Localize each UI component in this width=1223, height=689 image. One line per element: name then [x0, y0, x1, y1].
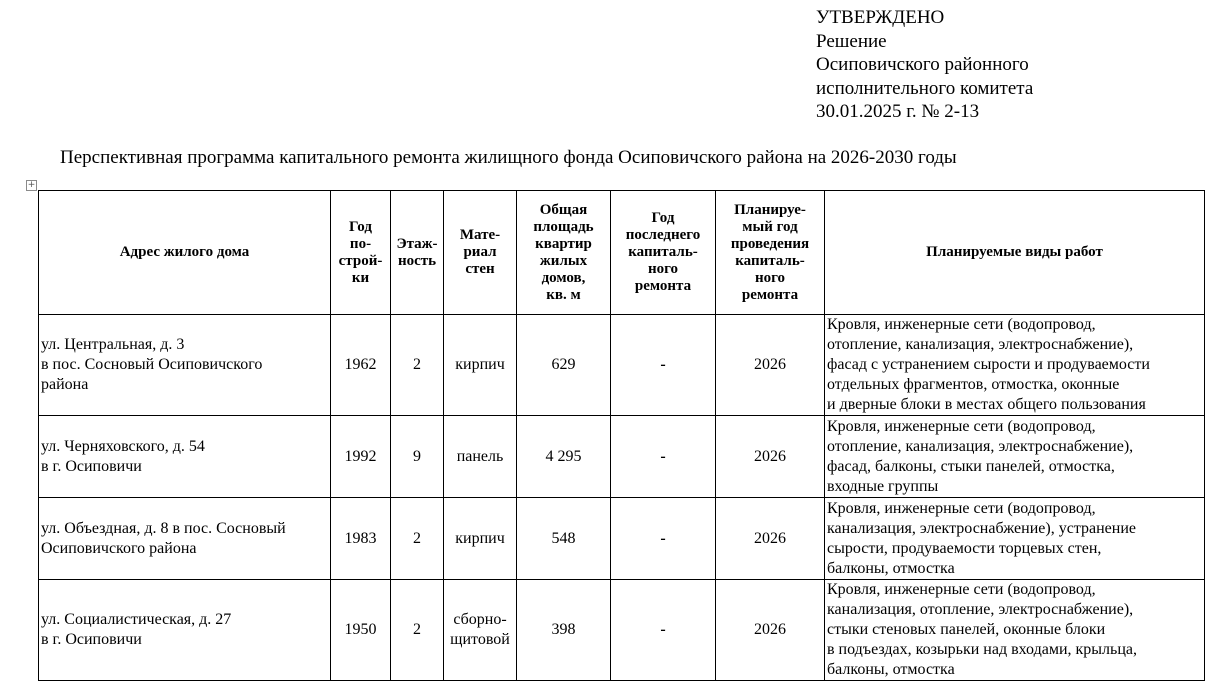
- table-row: [39, 498, 1205, 580]
- last-repair-cell: -: [611, 498, 716, 580]
- table-row: [39, 580, 1205, 681]
- address-cell: ул. Черняховского, д. 54 в г. Осиповичи: [39, 416, 331, 498]
- material-cell: панель: [444, 416, 517, 498]
- floors-cell: 2: [391, 580, 444, 681]
- last-repair-cell: -: [611, 416, 716, 498]
- planned-year-cell: 2026: [716, 580, 825, 681]
- last-repair-cell: -: [611, 580, 716, 681]
- material-cell: сборно- щитовой: [444, 580, 517, 681]
- header-area: Общая площадь квартир жилых домов, кв. м: [517, 191, 611, 315]
- year-built-cell: 1983: [331, 498, 391, 580]
- floors-cell: 9: [391, 416, 444, 498]
- address-cell: ул. Центральная, д. 3 в пос. Сосновый Осиповичского района: [39, 315, 331, 416]
- approval-line: 30.01.2025 г. № 2-13: [816, 101, 980, 122]
- approval-line: Осиповичского районного: [816, 54, 1029, 75]
- area-cell: 629: [517, 315, 611, 416]
- works-cell: Кровля, инженерные сети (водопровод, канализация, отопление, электроснабжение), стыки стеновых панелей, оконные блоки в подъездах, козырьки над входами, крыльца, балконы, отмостка: [825, 580, 1205, 681]
- material-cell: кирпич: [444, 315, 517, 416]
- header-planned-year: Планируе- мый год проведения капиталь- ного ремонта: [716, 191, 825, 315]
- planned-year-cell: 2026: [716, 315, 825, 416]
- approval-stamp: [816, 6, 1033, 124]
- address-cell: ул. Объездная, д. 8 в пос. Сосновый Осиповичского района: [39, 498, 331, 580]
- approval-line: Решение: [816, 30, 887, 52]
- table-move-handle-icon[interactable]: +: [27, 180, 36, 190]
- header-last-repair: Год последнего капиталь- ного ремонта: [611, 191, 716, 315]
- floors-cell: 2: [391, 498, 444, 580]
- approval-line: исполнительного комитета: [816, 77, 1034, 99]
- year-built-cell: 1950: [331, 580, 391, 681]
- year-built-cell: 1962: [331, 315, 391, 416]
- header-works: Планируемые виды работ: [825, 191, 1205, 315]
- program-table: [38, 190, 1205, 681]
- floors-cell: 2: [391, 315, 444, 416]
- header-address: Адрес жилого дома: [39, 191, 331, 315]
- material-cell: кирпич: [444, 498, 517, 580]
- table-row: [39, 315, 1205, 416]
- works-cell: Кровля, инженерные сети (водопровод, отопление, канализация, электроснабжение), фасад с устранением сырости и продуваемости отдельных фрагментов, отмостка, оконные и дверные блоки в местах общего пользования: [825, 315, 1205, 416]
- table-row: [39, 416, 1205, 498]
- header-year-built: Год по- строй- ки: [331, 191, 391, 315]
- area-cell: 548: [517, 498, 611, 580]
- header-material: Мате- риал стен: [444, 191, 517, 315]
- works-cell: Кровля, инженерные сети (водопровод, канализация, электроснабжение), устранение сырости, продуваемости торцевых стен, балконы, отмостка: [825, 498, 1205, 580]
- planned-year-cell: 2026: [716, 416, 825, 498]
- approval-line: УТВЕРЖДЕНО: [816, 7, 945, 28]
- address-cell: ул. Социалистическая, д. 27 в г. Осиповичи: [39, 580, 331, 681]
- document-title: Перспективная программа капитального ремонта жилищного фонда Осиповичского района на 2026-2030 годы: [60, 147, 957, 168]
- header-row: [39, 191, 1205, 315]
- last-repair-cell: -: [611, 315, 716, 416]
- area-cell: 398: [517, 580, 611, 681]
- year-built-cell: 1992: [331, 416, 391, 498]
- area-cell: 4 295: [517, 416, 611, 498]
- header-floors: Этаж- ность: [391, 191, 444, 315]
- planned-year-cell: 2026: [716, 498, 825, 580]
- works-cell: Кровля, инженерные сети (водопровод, отопление, канализация, электроснабжение), фасад, балконы, стыки панелей, отмостка, входные группы: [825, 416, 1205, 498]
